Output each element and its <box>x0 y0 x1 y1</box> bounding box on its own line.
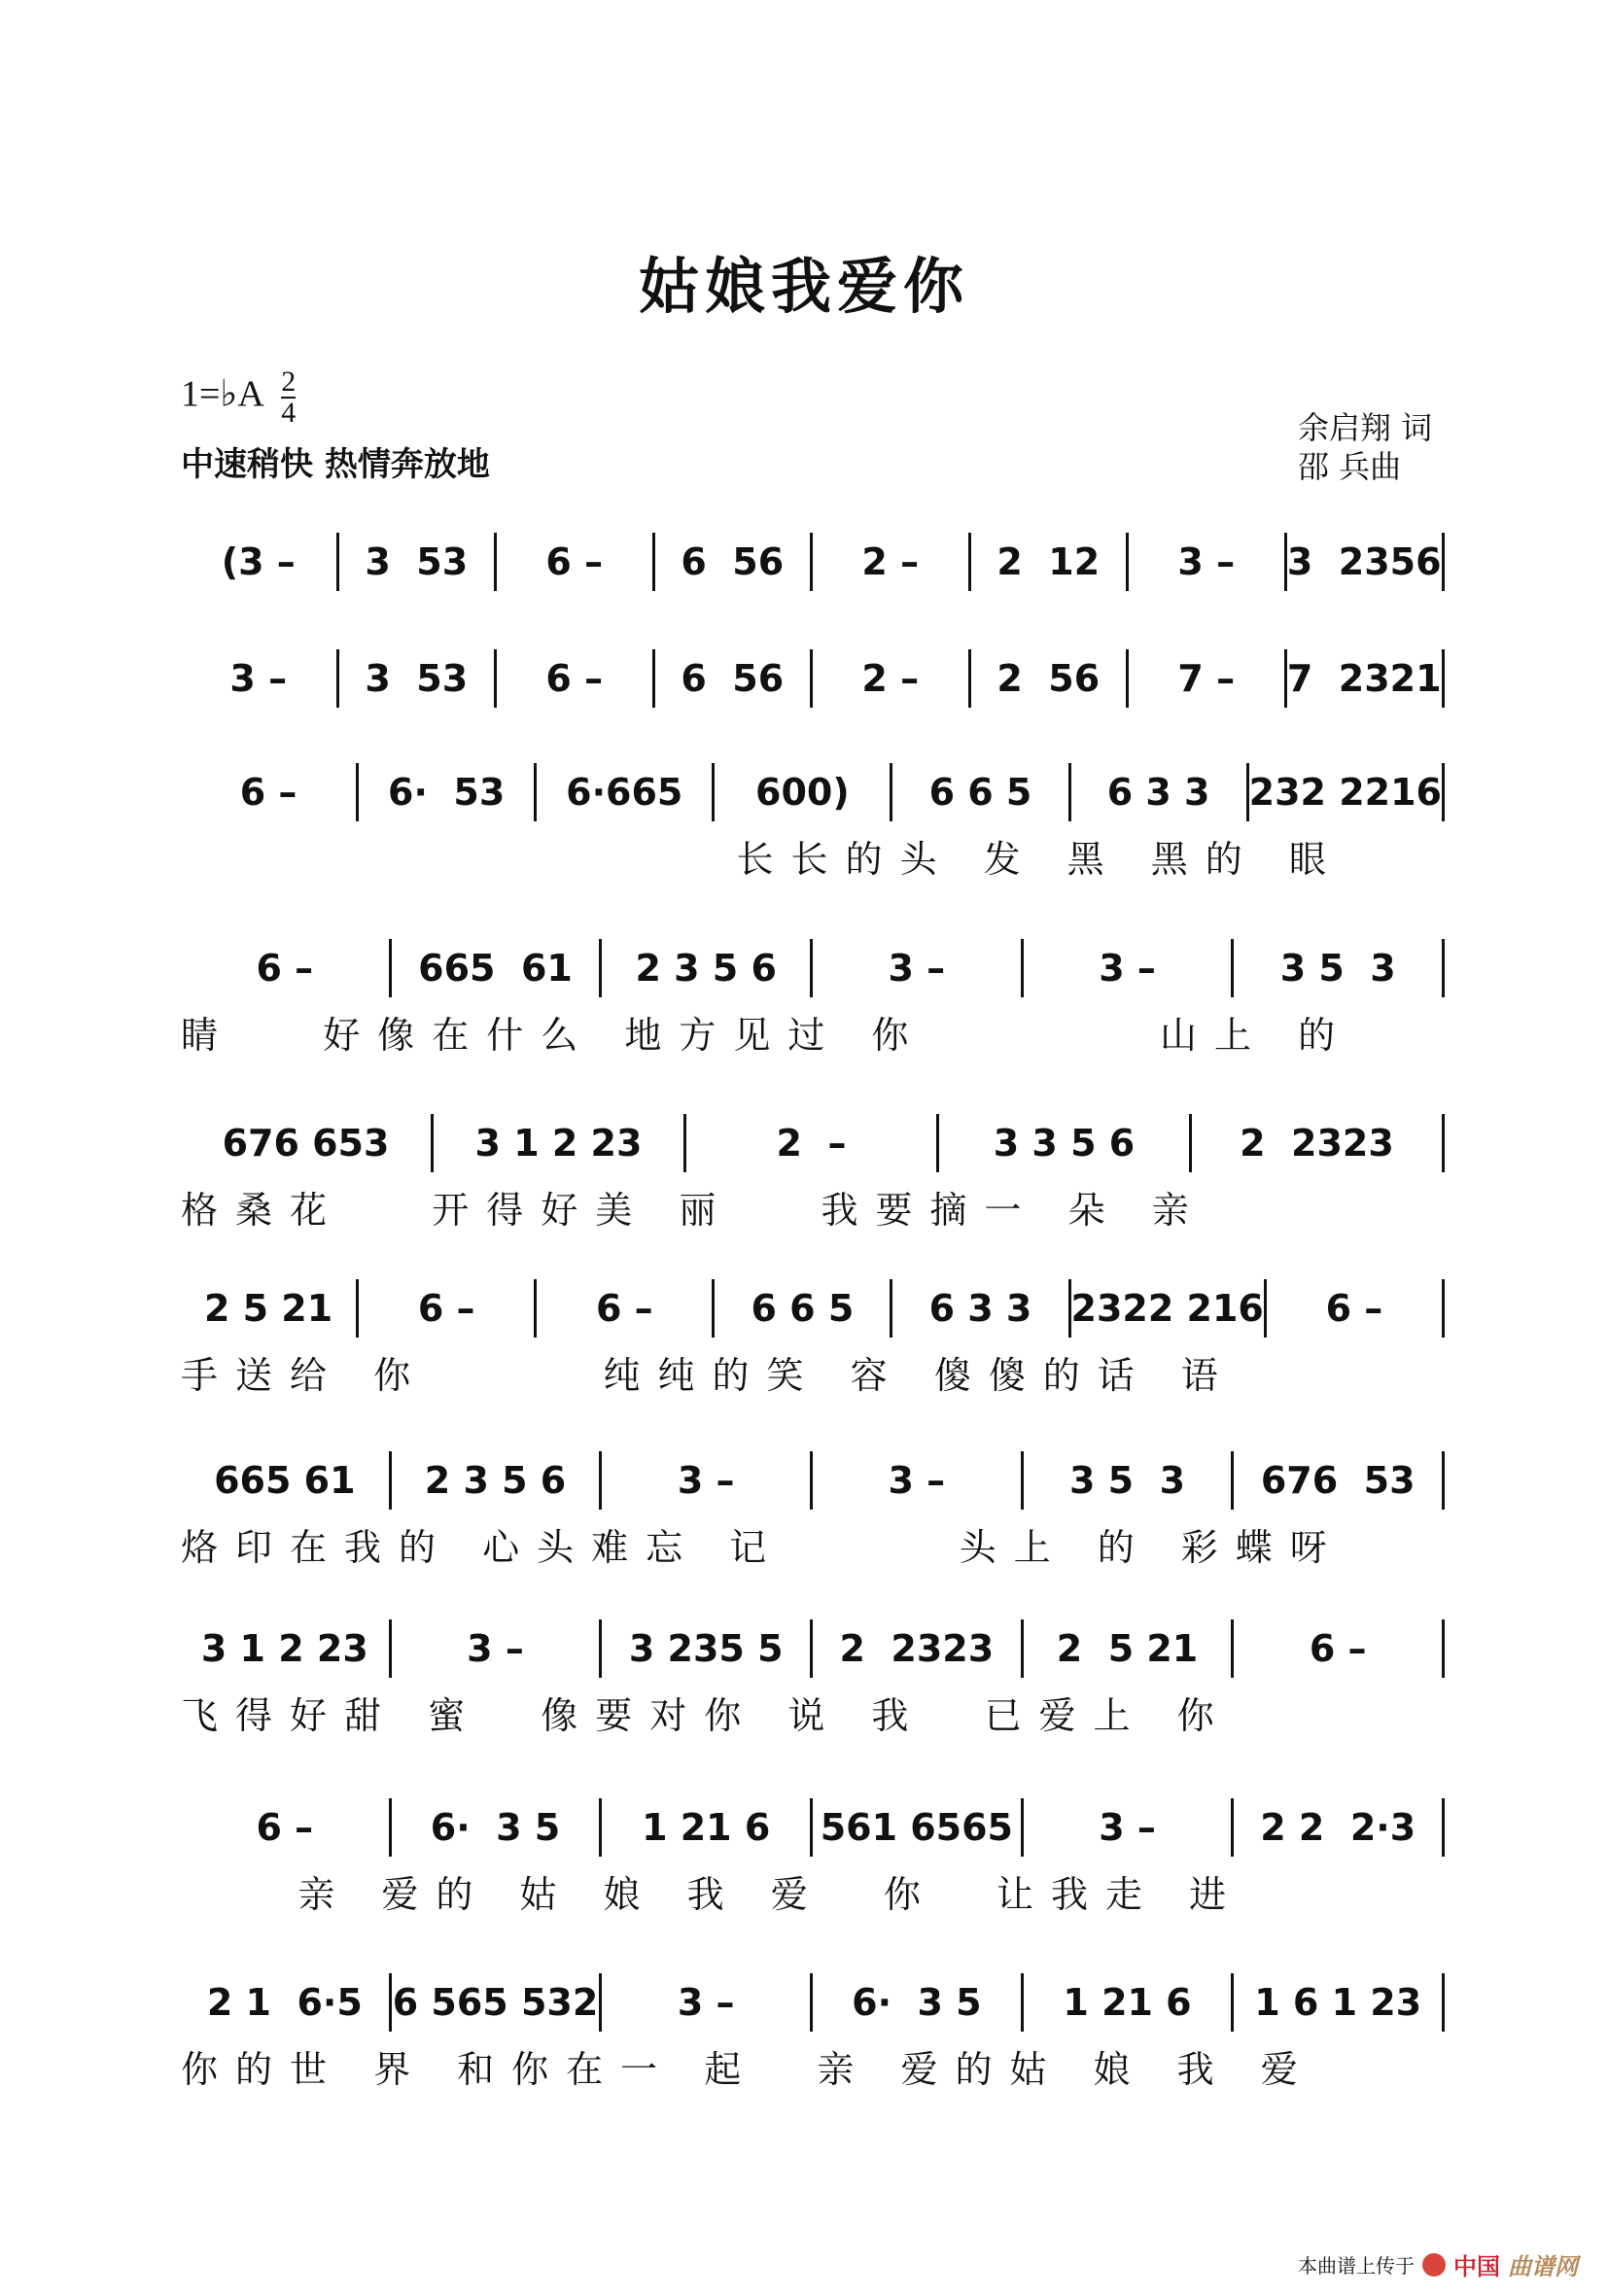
notation-row <box>181 1451 1445 1510</box>
measure: 6 – <box>497 533 655 591</box>
measure: 3 1 2 23 <box>434 1114 686 1172</box>
measure: 2 – <box>686 1114 939 1172</box>
composer: 邵 兵曲 <box>1298 448 1402 485</box>
measure: 2322 216 <box>1071 1279 1267 1338</box>
measure: 6 – <box>1267 1279 1445 1338</box>
measure: 600) <box>715 763 892 821</box>
measure: 1 21 6 <box>1024 1973 1235 2032</box>
time-signature <box>281 367 296 428</box>
measure: 2 56 <box>971 649 1130 708</box>
measure: 2 3 5 6 <box>602 939 813 997</box>
measure: 6 56 <box>655 649 814 708</box>
measure: 3 53 <box>339 649 498 708</box>
measure: 676 653 <box>181 1114 434 1172</box>
measure: 6 56 <box>655 533 814 591</box>
lyrics-line: 烙印在我的 心头难忘 记 头上 的 彩蝶呀 <box>181 1526 1345 1569</box>
measure: 6 – <box>181 939 392 997</box>
measure: 3 – <box>813 1451 1024 1510</box>
lyrics-line: 你的世 界 和你在一 起 亲 爱的姑 娘 我 爱 <box>181 2048 1315 2091</box>
measure: 3 5 3 <box>1234 939 1445 997</box>
measure: 6· 53 <box>359 763 537 821</box>
time-bottom: 4 <box>281 397 297 429</box>
measure: 3 235 5 <box>602 1619 813 1678</box>
measure: 665 61 <box>392 939 603 997</box>
measure: 3 53 <box>339 533 498 591</box>
measure: 2 2323 <box>813 1619 1024 1678</box>
measure: 7 – <box>1129 649 1287 708</box>
notation-row <box>181 1798 1445 1857</box>
notation-row <box>181 1114 1445 1172</box>
measure: 232 2216 <box>1249 763 1445 821</box>
measure: 665 61 <box>181 1451 392 1510</box>
measure: 6 – <box>181 763 359 821</box>
measure: 3 – <box>813 939 1024 997</box>
measure: 2 5 21 <box>1024 1619 1235 1678</box>
measure: 3 3 5 6 <box>939 1114 1192 1172</box>
measure: 6 – <box>497 649 655 708</box>
measure: 1 21 6 <box>602 1798 813 1857</box>
measure: 3 – <box>1024 939 1235 997</box>
lyrics-line: 长长的头 发 黑 黑的 眼 <box>181 838 1344 881</box>
measure: 6· 3 5 <box>392 1798 603 1857</box>
measure: 7 2321 <box>1287 649 1446 708</box>
measure: 6 – <box>181 1798 392 1857</box>
measure: 3 – <box>181 649 339 708</box>
key-signature <box>181 367 296 428</box>
measure: 676 53 <box>1234 1451 1445 1510</box>
measure: (3 – <box>181 533 339 591</box>
lyrics-line: 格桑花 开得好美 丽 我要摘一 朵 亲 <box>181 1189 1206 1232</box>
measure: 2 12 <box>971 533 1130 591</box>
lyrics-line: 睛 好像在什么 地方见过 你 山上 的 <box>181 1014 1353 1057</box>
notation-row <box>181 939 1445 997</box>
measure: 6· 3 5 <box>813 1973 1024 2032</box>
logo-text-a: 中国 <box>1453 2253 1500 2280</box>
lyrics-line: 亲 爱的 姑 娘 我 爱 你 让我走 进 <box>181 1873 1244 1916</box>
measure: 2 2323 <box>1192 1114 1445 1172</box>
notation-row <box>181 533 1445 591</box>
measure: 6 565 532 <box>392 1973 603 2032</box>
measure: 2 2 2·3 <box>1234 1798 1445 1857</box>
site-logo-icon <box>1422 2253 1446 2277</box>
measure: 2 – <box>813 649 971 708</box>
measure: 561 6565 <box>813 1798 1024 1857</box>
measure: 6 3 3 <box>1071 763 1249 821</box>
measure: 3 5 3 <box>1024 1451 1235 1510</box>
measure: 3 2356 <box>1287 533 1446 591</box>
song-title: 姑娘我爱你 <box>638 251 969 322</box>
tempo-marking: 中速稍快 热情奔放地 <box>181 445 490 484</box>
measure: 2 3 5 6 <box>392 1451 603 1510</box>
measure: 6·665 <box>537 763 715 821</box>
measure: 6 3 3 <box>892 1279 1070 1338</box>
measure: 6 – <box>1234 1619 1445 1678</box>
notation-row <box>181 1619 1445 1678</box>
credits <box>1298 408 1432 486</box>
notation-row <box>181 763 1445 821</box>
footer <box>1298 2247 1578 2281</box>
measure: 2 – <box>813 533 971 591</box>
measure: 3 – <box>1129 533 1287 591</box>
measure: 1 6 1 23 <box>1234 1973 1445 2032</box>
logo-text-b: 曲谱网 <box>1508 2253 1578 2280</box>
notation-row <box>181 649 1445 708</box>
measure: 3 – <box>602 1451 813 1510</box>
measure: 3 1 2 23 <box>181 1619 392 1678</box>
lyrics-line: 飞得好甜 蜜 像要对你 说 我 已爱上 你 <box>181 1694 1232 1737</box>
lyricist: 余启翔 词 <box>1298 409 1433 446</box>
measure: 2 5 21 <box>181 1279 359 1338</box>
measure: 3 – <box>1024 1798 1235 1857</box>
time-top: 2 <box>281 365 297 398</box>
measure: 2 1 6·5 <box>181 1973 392 2032</box>
measure: 6 – <box>537 1279 715 1338</box>
footer-text: 本曲谱上传于 <box>1298 2254 1415 2278</box>
notation-row <box>181 1279 1445 1338</box>
key: 1=♭A <box>181 373 262 415</box>
measure: 6 6 5 <box>715 1279 892 1338</box>
lyrics-line: 手送给 你 纯纯的笑 容 傻傻的话 语 <box>181 1354 1236 1397</box>
measure: 6 6 5 <box>892 763 1070 821</box>
measure: 6 – <box>359 1279 537 1338</box>
measure: 3 – <box>602 1973 813 2032</box>
notation-row <box>181 1973 1445 2032</box>
measure: 3 – <box>392 1619 603 1678</box>
